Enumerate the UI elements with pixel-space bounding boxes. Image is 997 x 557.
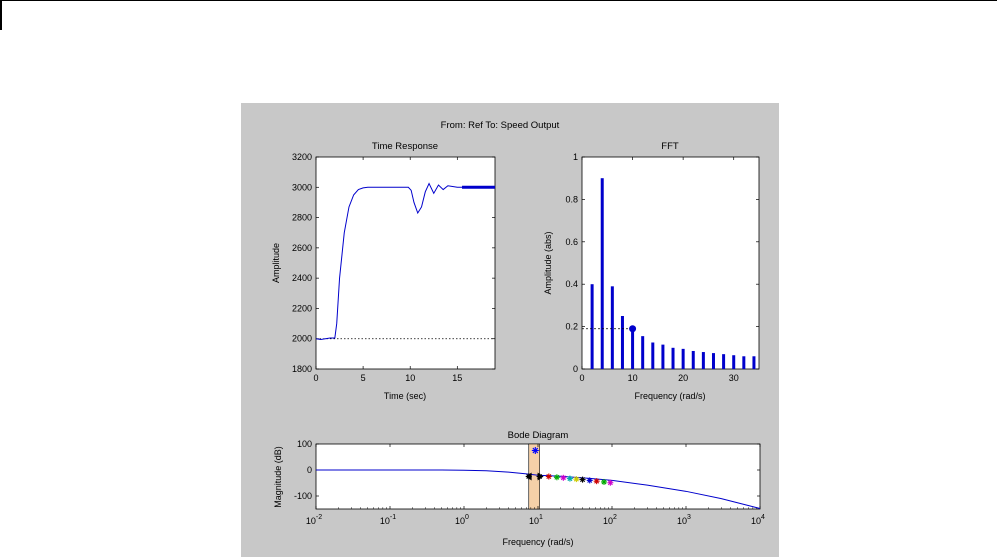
bode-marker [554, 474, 560, 480]
fft-ytick-label: 0 [572, 364, 578, 374]
bode-xtick-label: $10^0$ [455, 514, 469, 526]
time-ytick-label: 3200 [291, 152, 312, 162]
fft-ytick-label: 0.8 [565, 194, 578, 205]
fft-bar [651, 343, 654, 370]
fft-bar [692, 351, 695, 369]
fft-bar [742, 356, 745, 369]
time-ytick-label: 2200 [291, 303, 312, 314]
fft-bar [722, 354, 725, 369]
bode-axes [273, 430, 765, 547]
fft-plot-area [582, 157, 759, 369]
fft-xtick-label: 0 [579, 373, 585, 383]
bode-xtick-label: $10^4$ [751, 514, 765, 526]
fft-bar [621, 316, 624, 369]
fft-ytick-label: 0.2 [565, 321, 578, 332]
time-ytick-label: 2600 [291, 242, 312, 253]
time-xtick-label: 15 [452, 373, 463, 383]
fft-bar [661, 345, 664, 369]
time-plot-area [316, 157, 495, 369]
time-xlabel: Time (sec) [383, 391, 427, 401]
fft-ytick-label: 0.4 [565, 279, 578, 290]
time-xtick-label: 5 [360, 373, 366, 383]
fft-ytick-label: 1 [572, 152, 578, 162]
time-ytick-label: 3000 [291, 182, 312, 193]
fft-bar [631, 327, 634, 369]
top-border [0, 0, 997, 1]
bode-ylabel: Magnitude (dB) [273, 446, 283, 508]
bode-xtick-exponent: 1 [539, 514, 543, 521]
time-xtick-label: 10 [405, 373, 416, 383]
fft-bar [682, 349, 685, 369]
bode-xtick-exponent: -2 [315, 514, 323, 521]
time-ytick-label: 1800 [291, 364, 312, 374]
fft-bar [611, 286, 614, 369]
bode-marker [573, 476, 579, 482]
fft-ylabel: Amplitude (abs) [543, 231, 553, 295]
bode-title: Bode Diagram [507, 430, 569, 441]
fft-bar [591, 284, 594, 369]
bode-xtick-label: $10^2$ [603, 514, 617, 526]
bode-xtick-label: $10^{-1}$ [379, 514, 397, 526]
bode-xtick-label: $10^3$ [677, 514, 691, 526]
fft-xtick-label: 20 [678, 373, 689, 383]
figure-suptitle: From: Ref To: Speed Output [440, 120, 560, 131]
bode-xtick-label: $10^{-2}$ [305, 514, 323, 526]
bode-xtick-exponent: -1 [389, 514, 397, 521]
fft-xlabel: Frequency (rad/s) [634, 391, 706, 401]
bode-xtick-label: $10^1$ [529, 514, 543, 526]
left-edge-mark [0, 0, 2, 30]
fft-bar [641, 336, 644, 369]
bode-xtick-exponent: 4 [761, 514, 765, 521]
time-xtick-label: 0 [313, 373, 319, 383]
fft-ytick-label: 0.6 [565, 236, 578, 247]
figure-window [241, 103, 779, 557]
fft-bar [702, 352, 705, 369]
bode-marker [546, 474, 552, 480]
bode-xtick-exponent: 2 [613, 514, 617, 521]
fft-bar [601, 178, 604, 369]
bode-marker [594, 478, 600, 484]
bode-xtick-exponent: 0 [465, 514, 469, 521]
bode-marker [580, 477, 586, 483]
fft-xtick-label: 30 [728, 373, 739, 383]
bode-ytick-label: 0 [306, 465, 312, 475]
fft-bar [752, 356, 755, 369]
bode-xlabel: Frequency (rad/s) [502, 537, 574, 547]
fft-highlight-dot [629, 325, 636, 332]
bode-ytick-label: 100 [296, 439, 312, 449]
figure-canvas [241, 103, 779, 557]
fft-bar [672, 348, 675, 369]
time-ylabel: Amplitude [271, 242, 281, 284]
fft-axes [543, 141, 759, 401]
bode-xtick-exponent: 3 [687, 514, 691, 521]
time-ytick-label: 2800 [291, 212, 312, 223]
time-ytick-label: 2000 [291, 333, 312, 344]
time-response-axes [271, 141, 495, 401]
fft-xtick-label: 10 [627, 373, 638, 383]
time-title: Time Response [371, 141, 439, 152]
fft-bar [712, 353, 715, 369]
bode-marker [601, 479, 607, 485]
time-ytick-label: 2400 [291, 273, 312, 284]
bode-marker [587, 477, 593, 483]
fft-title: FFT [661, 141, 679, 152]
fft-bar [732, 355, 735, 369]
bode-ytick-label: -100 [293, 491, 312, 501]
